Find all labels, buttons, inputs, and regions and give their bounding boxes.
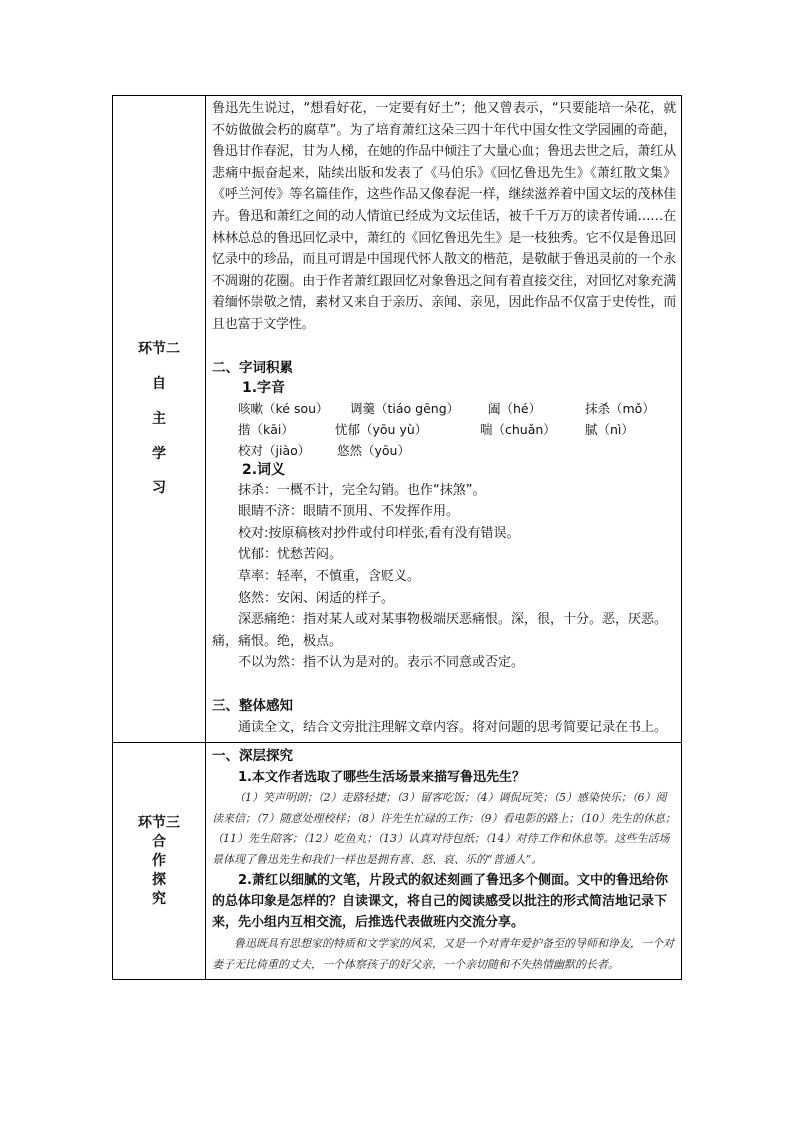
meaning-item: 校对:按原稿核对抄件或付印样张,看有没有错误。 [238, 525, 520, 541]
section2-label [113, 96, 206, 743]
section2-char: 主 [152, 410, 166, 427]
answer-1: （1）笑声明朗；（2）走路轻捷；（3）留客吃饭；（4）调侃玩笑；（5）感染快乐；（6）阅读来信；（7）随意处理校样；（8）许先生忙碌的工作；（9）看电影的路上；（10）先生的休息；（11）先生陪客；（12）吃鱼丸；（13）认真对待包纸；（14）对待工作和休息等。这些生活场景体现了鲁迅先生和我们一样也是拥有喜、怒、哀、乐的“普通人”。 [212, 791, 676, 866]
section2-char: 习 [152, 480, 166, 497]
pronunciation-heading: 1.字音 [242, 379, 286, 396]
meaning-item: 深恶痛绝：指对某人或对某事物极端厌恶痛恨。深，很，十分。恶，厌恶。痛，痛恨。绝，极点。 [212, 612, 668, 649]
pron-item: 咳嗽（ké sou） [238, 400, 329, 416]
pron-item: 调羹（tiáo gēng） [350, 400, 460, 416]
pronunciation-row [238, 398, 676, 419]
meaning-item: 草率：轻率，不慎重，含贬义。 [238, 568, 421, 584]
section3-title: 环节三 [138, 815, 180, 832]
pron-item: 抹杀（mǒ） [585, 400, 655, 416]
section3-char: 究 [152, 890, 166, 907]
deep-inquiry-heading: 一、深层探究 [212, 748, 293, 765]
section3-row [113, 743, 682, 980]
pron-item: 揩（kāi） [238, 421, 294, 437]
section3-char: 合 [152, 834, 166, 851]
meaning-heading: 2.词义 [242, 461, 286, 478]
section2-title: 环节二 [138, 341, 180, 358]
section3-char: 探 [152, 871, 166, 888]
intro-paragraph: 鲁迅先生说过，“想看好花，一定要有好土”；他又曾表示，“只要能培一朵花，就不妨做做会朽的腐草”。为了培育萧红这朵三四十年代中国女性文学园圃的奇葩，鲁迅甘作春泥，甘为人梯，在她的作品中倾注了大量心血；鲁迅去世之后，萧红从悲痛中振奋起来，陆续出版和发表了《马伯乐》《回忆鲁迅先生》《萧红散文集》《呼兰河传》等名篇佳作，这些作品又像春泥一样，继续滋养着中国文坛的茂林佳卉。鲁迅和萧红之间的动人情谊已经成为文坛佳话，被千千万万的读者传诵……在林林总总的鲁迅回忆录中，萧红的《回忆鲁迅先生》是一枝独秀。它不仅是鲁迅回忆录中的珍品，而且可谓是中国现代怀人散文的楷范，是敬献于鲁迅灵前的一个永不凋谢的花圈。由于作者萧红跟回忆对象鲁迅之间有着直接交往，对回忆对象充满着缅怀崇敬之情，素材又来自于亲历、亲闻、亲见，因此作品不仅富于史传性，而且也富于文学性。 [212, 101, 676, 332]
overall-text: 通读全文，结合文旁批注理解文章内容。将对问题的思考简要记录在书上。 [238, 719, 668, 735]
pron-item: 腻（nì） [585, 421, 634, 437]
section2-row [113, 96, 682, 743]
pron-item: 校对（jiào） [238, 442, 311, 458]
section3-char: 作 [152, 853, 166, 870]
answer-2: 鲁迅既具有思想家的特质和文学家的风采，又是一个对青年爱护备至的导师和诤友，一个对妻子无比倚重的丈夫，一个体察孩子的好父亲，一个亲切随和不失热情幽默的长者。 [212, 937, 674, 972]
meaning-item: 忧郁：忧愁苦闷。 [238, 547, 343, 563]
pronunciation-row [238, 419, 676, 440]
overall-heading: 三、整体感知 [212, 697, 293, 714]
section3-content [206, 743, 682, 980]
meaning-item: 抹杀：一概不计，完全勾销。也作“抹煞”。 [238, 482, 486, 498]
meaning-item: 悠然：安闲、闲适的样子。 [238, 590, 395, 606]
question-1: 1.本文作者选取了哪些生活场景来描写鲁迅先生？ [238, 770, 525, 786]
question-2: 2.萧红以细腻的文笔，片段式的叙述刻画了鲁迅多个侧面。文中的鲁迅给你的总体印象是怎样的？自读课文，将自己的阅读感受以批注的形式简洁地记录下来，先小组内互相交流，后推选代表做班内交流分享。 [212, 873, 668, 931]
section3-label [113, 743, 206, 980]
pron-item: 喘（chuǎn） [480, 421, 556, 437]
section2-char: 学 [152, 445, 166, 462]
vocab-heading: 二、字词积累 [212, 359, 293, 376]
meaning-item: 不以为然：指不认为是对的。表示不同意或否定。 [238, 655, 525, 671]
pron-item: 悠然（yōu） [337, 442, 410, 458]
pron-item: 阖（hé） [488, 400, 542, 416]
lesson-table [112, 95, 682, 980]
pronunciation-row [238, 440, 676, 461]
section2-char: 自 [152, 376, 166, 393]
meaning-item: 眼睛不济：眼睛不顶用、不发挥作用。 [238, 504, 460, 520]
pron-item: 忧郁（yōu yù） [335, 421, 428, 437]
section2-content [206, 96, 682, 743]
